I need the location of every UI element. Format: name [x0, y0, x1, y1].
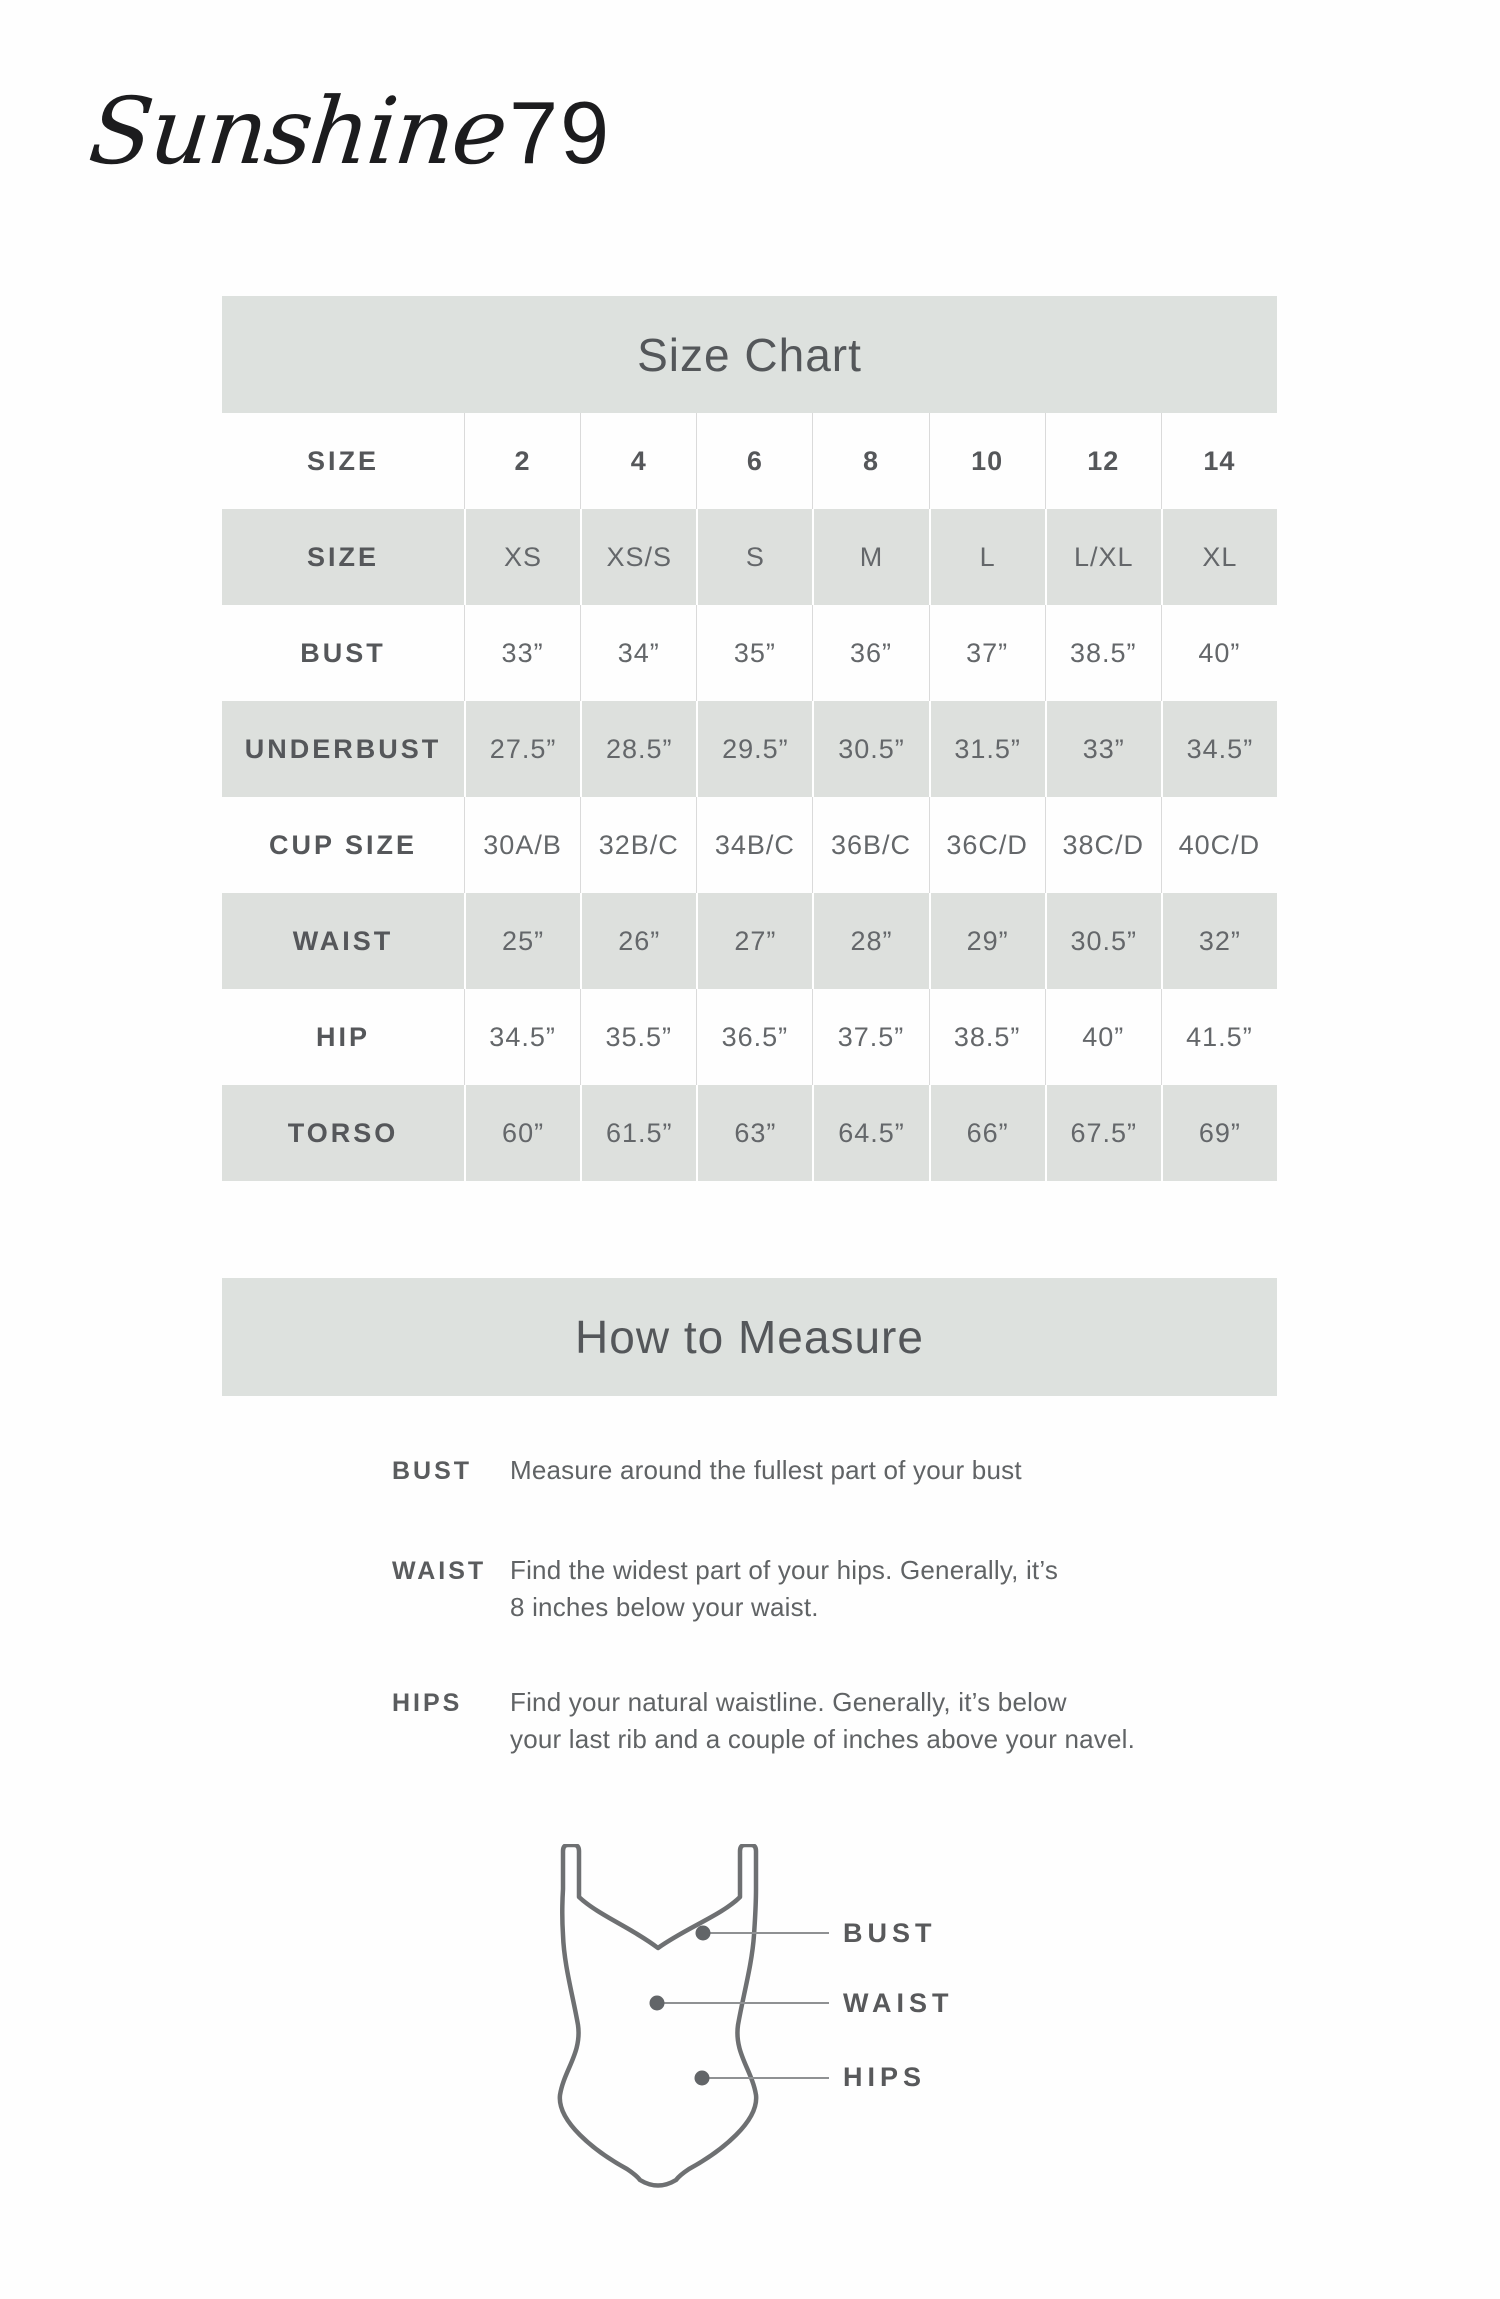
table-cell: 34.5” [1161, 701, 1277, 797]
brand-logo-number-text: 79 [509, 83, 612, 182]
table-cell: 41.5” [1161, 989, 1277, 1085]
table-cell: XS/S [580, 509, 696, 605]
table-cell: 37.5” [812, 989, 928, 1085]
table-cell: 30.5” [1045, 893, 1161, 989]
table-cell: 35.5” [580, 989, 696, 1085]
table-cell: 27” [696, 893, 812, 989]
table-cell: 30.5” [812, 701, 928, 797]
row-label: UNDERBUST [244, 733, 442, 764]
table-row-underbust [222, 701, 1277, 797]
table-cell: 34” [580, 605, 696, 701]
table-cell: 61.5” [580, 1085, 696, 1181]
measure-item-description [510, 1552, 1058, 1626]
table-cell: 14 [1161, 413, 1277, 509]
table-cell: 32” [1161, 893, 1277, 989]
table-row-bust [222, 605, 1277, 701]
table-cell: 2 [464, 413, 580, 509]
table-cell: 27.5” [464, 701, 580, 797]
waist-marker-dot [650, 1996, 665, 2011]
size-chart-header [222, 296, 1277, 413]
row-label: SIZE [306, 445, 379, 476]
table-cell: 35” [696, 605, 812, 701]
table-cell: 30A/B [464, 797, 580, 893]
table-row-size-letter [222, 509, 1277, 605]
table-cell: 32B/C [580, 797, 696, 893]
measure-item-label: HIPS [392, 1689, 463, 1717]
table-cell: 26” [580, 893, 696, 989]
row-label: BUST [300, 637, 386, 668]
description-line: 8 inches below your waist. [510, 1592, 819, 1622]
table-cell: 12 [1045, 413, 1161, 509]
table-cell: 29.5” [696, 701, 812, 797]
measure-item-waist [392, 1552, 1058, 1626]
table-cell: 36” [812, 605, 928, 701]
table-cell: 8 [812, 413, 928, 509]
measure-item-description [510, 1452, 1022, 1489]
table-cell: 67.5” [1045, 1085, 1161, 1181]
description-line: Find the widest part of your hips. Generally, it’s [510, 1555, 1059, 1585]
table-cell: 36C/D [929, 797, 1045, 893]
diagram-label-hips: HIPS [843, 2062, 927, 2092]
table-cell: 64.5” [812, 1085, 928, 1181]
brand-logo [84, 78, 612, 185]
table-row-torso [222, 1085, 1277, 1181]
table-cell: 6 [696, 413, 812, 509]
measure-item-hips [392, 1684, 1135, 1758]
diagram-label-waist: WAIST [843, 1988, 954, 2018]
table-cell: 37” [929, 605, 1045, 701]
table-cell: 33” [464, 605, 580, 701]
table-cell: 38.5” [1045, 605, 1161, 701]
row-label: WAIST [292, 925, 394, 956]
table-cell: 4 [580, 413, 696, 509]
hips-marker-dot [695, 2071, 710, 2086]
table-cell: 25” [464, 893, 580, 989]
table-cell: 66” [929, 1085, 1045, 1181]
size-chart-table [222, 413, 1277, 1181]
table-cell: 10 [929, 413, 1045, 509]
table-cell: S [696, 509, 812, 605]
table-cell: 28.5” [580, 701, 696, 797]
table-cell: 38C/D [1045, 797, 1161, 893]
measure-item-label: BUST [392, 1457, 473, 1485]
table-cell: 34.5” [464, 989, 580, 1085]
how-to-measure-title: How to Measure [575, 1311, 924, 1363]
measure-item-bust [392, 1452, 1022, 1489]
table-cell: 40C/D [1161, 797, 1277, 893]
table-cell: 34B/C [696, 797, 812, 893]
table-cell: 36B/C [812, 797, 928, 893]
table-row-cup-size [222, 797, 1277, 893]
measure-item-description [510, 1684, 1135, 1758]
table-cell: 40” [1161, 605, 1277, 701]
table-cell: 38.5” [929, 989, 1045, 1085]
table-cell: 60” [464, 1085, 580, 1181]
diagram-label-bust: BUST [843, 1918, 937, 1948]
table-cell: 29” [929, 893, 1045, 989]
description-line: Find your natural waistline. Generally, it’s below [510, 1687, 1067, 1717]
table-row-hip [222, 989, 1277, 1085]
bust-marker-dot [696, 1926, 711, 1941]
description-line: your last rib and a couple of inches above your navel. [510, 1724, 1136, 1754]
table-cell: XS [464, 509, 580, 605]
table-row-waist [222, 893, 1277, 989]
table-cell: 36.5” [696, 989, 812, 1085]
table-cell: 31.5” [929, 701, 1045, 797]
table-cell: 28” [812, 893, 928, 989]
table-cell: M [812, 509, 928, 605]
table-cell: 63” [696, 1085, 812, 1181]
swimsuit-outline [560, 1845, 756, 2186]
table-cell: XL [1161, 509, 1277, 605]
row-label: HIP [315, 1021, 370, 1052]
row-label: SIZE [306, 541, 379, 572]
table-cell: 40” [1045, 989, 1161, 1085]
table-cell: 69” [1161, 1085, 1277, 1181]
table-cell: L/XL [1045, 509, 1161, 605]
size-chart-title: Size Chart [637, 328, 862, 381]
swimsuit-diagram-icon [552, 1844, 832, 2194]
table-cell: 33” [1045, 701, 1161, 797]
measure-item-label: WAIST [392, 1557, 487, 1585]
how-to-measure-header [222, 1278, 1277, 1396]
table-cell: L [929, 509, 1045, 605]
brand-logo-script-text: Sunshine [84, 78, 511, 185]
row-label: CUP SIZE [268, 829, 418, 860]
row-label: TORSO [287, 1117, 399, 1148]
description-line: Measure around the fullest part of your bust [510, 1455, 1022, 1485]
table-row-size-number [222, 413, 1277, 509]
